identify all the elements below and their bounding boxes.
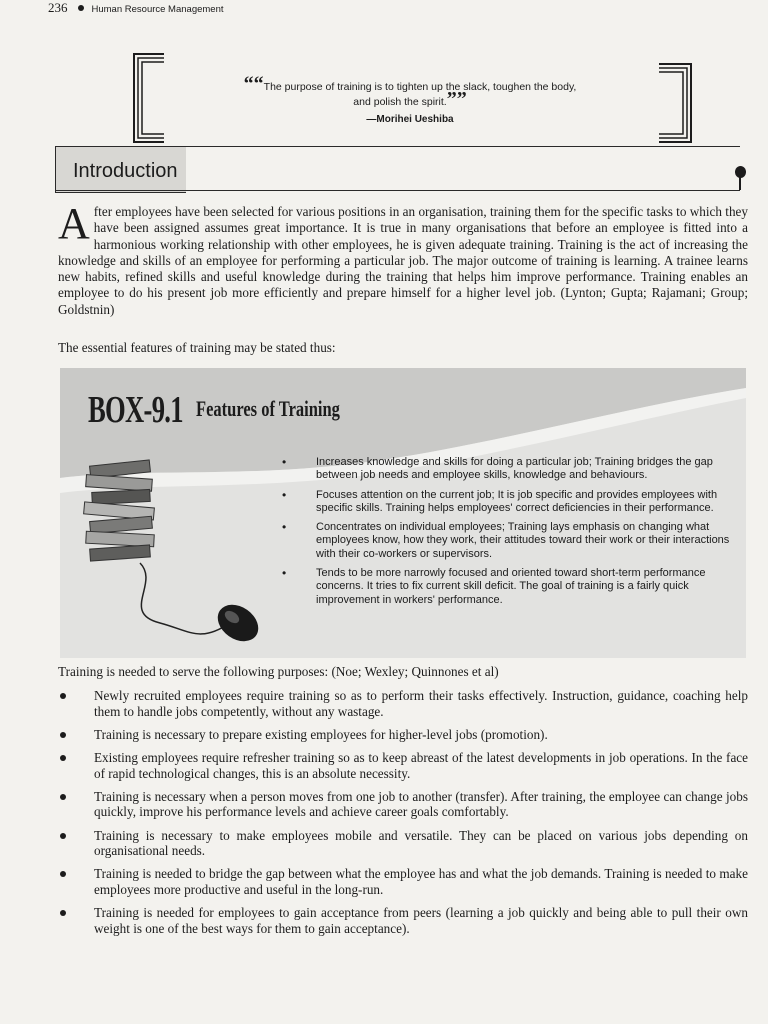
purpose-item: Newly recruited employees require training so as to perform their tasks effectively. Instruction, guidance, coaching help them to handle jobs competently, without any wastage.	[58, 688, 748, 719]
left-bracket-ornament	[130, 52, 170, 144]
purpose-item: Training is necessary to prepare existing employees for higher-level jobs (promotion).	[58, 727, 748, 743]
page-number: 236	[48, 0, 68, 15]
quote-text: The purpose of training is to tighten up the slack, toughen the body, and polish the spirit.	[263, 81, 577, 108]
section-heading: Introduction	[73, 160, 178, 182]
purpose-item: Training is needed for employees to gain acceptance from peers (learning a job quickly and being able to pull their own weight is one of the best ways for them to gain acceptance).	[58, 905, 748, 936]
purposes-intro: Training is needed to serve the following purposes: (Noe; Wexley; Quinnones et al)	[58, 664, 499, 679]
feature-item: • Increases knowledge and skills for doing a particular job; Training bridges the gap between job needs and employee skills, knowledge and behaviours.	[282, 456, 734, 483]
purposes-list	[58, 688, 748, 944]
section-heading-bar	[55, 146, 745, 196]
running-header	[48, 0, 224, 16]
features-lead-in: The essential features of training may be stated thus:	[58, 340, 336, 355]
heading-bottom-rule	[55, 190, 740, 191]
close-quote-mark: ””	[446, 88, 467, 110]
feature-item: • Tends to be more narrowly focused and oriented toward short-term performance concerns. It tries to fix current skill deficit. The goal of training is a fairly quick improvement in workers' performance.	[282, 567, 734, 607]
box-title: Features of Training	[196, 396, 340, 421]
purpose-item: Training is necessary to make employees mobile and versatile. They can be placed on various jobs depending on organisational needs.	[58, 828, 748, 859]
bullet-icon	[78, 5, 84, 11]
epigraph-quote	[240, 73, 580, 127]
book-title: Human Resource Management	[91, 4, 224, 15]
introduction-body: fter employees have been selected for various positions in an organisation, training them for the specific tasks to which they have been assigned assumes great importance. It is true in many organisations that before an employee is fitted into a harmonious working relationship with other employees, he is given adequate training. Training is the act of increasing the knowledge and skills of an employee for performing a particular job. The major outcome of training is learning. A trainee learns new habits, refined skills and useful knowledge during the training that helps him improve performance. Training enables an employee to do his present job more efficiently and prepare himself for a higher level job. (Lynton; Gupta; Rajamani; Group; Goldstnin)	[58, 204, 748, 317]
purpose-item: Training is necessary when a person moves from one job to another (transfer). After training, the employee can change jobs quickly, improve his performance levels and achieve career goals comfortably.	[58, 789, 748, 820]
box-heading	[88, 388, 340, 432]
heading-top-rule	[185, 146, 740, 147]
purpose-item: Training is needed to bridge the gap between what the employee has and what the job demands. Training is needed to make employees more productive and useful in the long-run.	[58, 866, 748, 897]
feature-list	[282, 456, 734, 613]
books-and-mouse-illustration	[80, 453, 270, 648]
right-bracket-ornament	[655, 62, 695, 144]
box-number: BOX-9.1	[88, 389, 183, 431]
open-quote-mark: ““	[243, 73, 264, 95]
introduction-paragraph	[58, 199, 748, 318]
quote-author: —Morihei Ueshiba	[366, 114, 454, 125]
drop-cap: A	[58, 199, 90, 248]
purpose-item: Existing employees require refresher training so as to keep abreast of the latest developments in job operations. In the face of rapid technological changes, this is an absolute necessity.	[58, 750, 748, 781]
feature-box	[60, 368, 746, 658]
feature-item: • Focuses attention on the current job; It is job specific and provides employees with specific skills. Training helps employees' correct deficiencies in their performance.	[282, 489, 734, 516]
pin-icon	[735, 166, 746, 178]
feature-item: • Concentrates on individual employees; Training lays emphasis on changing what employees know, how they work, their attitudes toward their work or their interactions with their co-workers or supervisors.	[282, 521, 734, 561]
